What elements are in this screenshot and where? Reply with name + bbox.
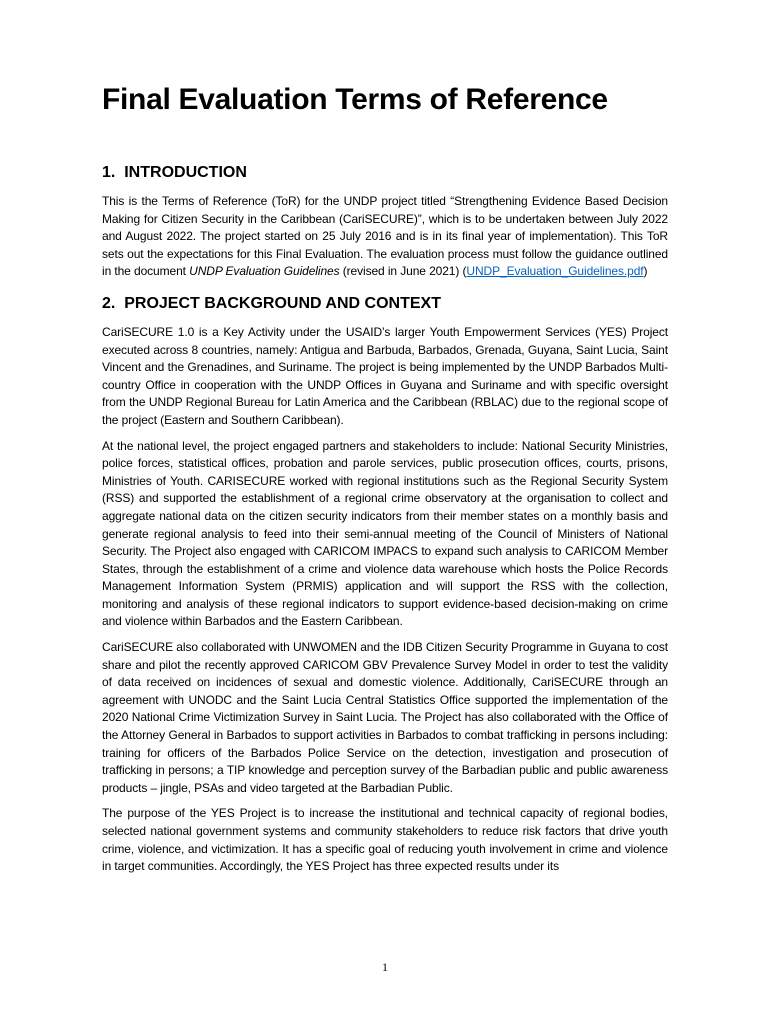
document-page	[102, 80, 668, 884]
intro-text-part-3: )	[643, 264, 648, 279]
page-number: 1	[382, 960, 388, 974]
section-number: 2.	[102, 294, 116, 312]
section-heading-background	[102, 293, 668, 315]
background-paragraph-4: The purpose of the YES Project is to increase the institutional and technical capacity of regional bodies, selected national government systems and community stakeholders to reduce risk factors that drive youth crime, violence, and victimization. It has a specific goal of reducing youth involvement in crime and violence in target communities. Accordingly, the YES Project has three expected results under its	[102, 806, 668, 874]
background-paragraph-2: At the national level, the project engaged partners and stakeholders to include: National Security Ministries, police forces, statistical offices, probation and parole services, public prosecution offices, courts, prisons, Ministries of Youth. CARISECURE worked with regional institutions such as the Regional Security System (RSS) and supported the establishment of a regional crime observatory at the organisation to collect and aggregate national data on the citizen security indicators from their member states on a monthly basis and generate regional analysis to feed into their semi-annual meeting of the Council of Ministers of National Security. The Project also engaged with CARICOM IMPACS to expand such analysis to CARICOM Member States, through the establishment of a crime and violence data warehouse which hosts the Police Records Management Information System (PRMIS) application and will support the RSS with the collection, monitoring and analysis of these regional indicators to support evidence-based decision-making on crime and violence within Barbados and the Eastern Caribbean.	[102, 438, 668, 629]
background-paragraph-1: CariSECURE 1.0 is a Key Activity under the USAID’s larger Youth Empowerment Services (YES) Project executed across 8 countries, namely: Antigua and Barbuda, Barbados, Grenada, Guyana, Saint Lucia, Saint Vincent and the Grenadines, and Suriname. The project is being implemented by the UNDP Barbados Multi-country Office in cooperation with the UNDP Offices in Guyana and Suriname and with specific oversight from the UNDP Regional Bureau for Latin America and the Caribbean (RBLAC) due to the regional scope of the project (Eastern and Southern Caribbean).	[102, 324, 668, 427]
section-title: PROJECT BACKGROUND AND CONTEXT	[124, 294, 441, 312]
intro-text-italic: UNDP Evaluation Guidelines	[189, 264, 340, 279]
introduction-paragraph	[102, 193, 668, 281]
document-title: Final Evaluation Terms of Reference	[102, 83, 608, 116]
guidelines-link[interactable]: UNDP_Evaluation_Guidelines.pdf	[466, 264, 644, 279]
intro-text-part-2: (revised in June 2021) (	[339, 264, 467, 279]
section-number: 1.	[102, 164, 116, 181]
intro-text-part-1: This is the Terms of Reference (ToR) for the UNDP project titled “Strengthening Evidence Based Decision Making for Citizen Security in the Caribbean (CariSECURE)”, which is to be undertaken between July 2022 and August 2022. The project started on 25 July 2016 and is in its final year of implementation). This ToR sets out the expectations for this Final Evaluation. The evaluation process must follow the guidance outlined in the document	[102, 194, 668, 279]
section-title: INTRODUCTION	[124, 164, 247, 181]
section-heading-introduction	[102, 162, 668, 184]
background-paragraph-3: CariSECURE also collaborated with UNWOMEN and the IDB Citizen Security Programme in Guyana to cost share and pilot the recently approved CARICOM GBV Prevalence Survey Model in order to test the validity of data received on incidences of sexual and domestic violence. Additionally, CariSECURE through an agreement with UNODC and the Saint Lucia Central Statistics Office supported the implementation of the 2020 National Crime Victimization Survey in Saint Lucia. The Project has also collaborated with the Office of the Attorney General in Barbados to support activities in Barbados to combat trafficking in persons including: training for officers of the Barbados Police Service on the detection, investigation and prosecution of trafficking in persons; a TIP knowledge and perception survey of the Barbadian public and public awareness products – jingle, PSAs and video targeted at the Barbadian Public.	[102, 640, 668, 795]
